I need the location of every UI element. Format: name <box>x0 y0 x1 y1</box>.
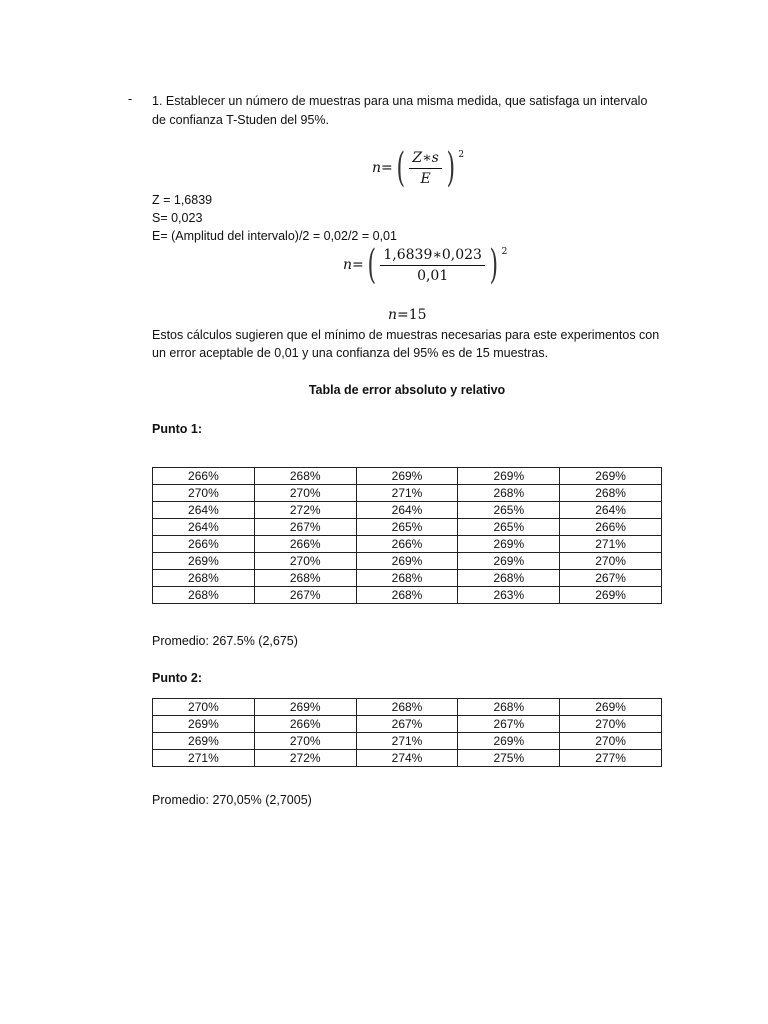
table-cell: 268% <box>356 699 458 716</box>
table-row <box>153 699 662 716</box>
table-cell: 266% <box>560 519 662 536</box>
punto-2-average: Promedio: 270,05% (2,7005) <box>152 793 312 807</box>
table-cell: 264% <box>560 502 662 519</box>
table-cell: 270% <box>153 485 255 502</box>
table-cell: 269% <box>560 468 662 485</box>
formula-equals: = <box>381 160 393 176</box>
table-cell: 269% <box>356 468 458 485</box>
table-cell: 268% <box>356 570 458 587</box>
table-cell: 267% <box>254 587 356 604</box>
table-row <box>153 716 662 733</box>
table-row <box>153 733 662 750</box>
punto-1-average: Promedio: 267.5% (2,675) <box>152 634 298 648</box>
conclusion-paragraph <box>152 326 672 362</box>
table-cell: 269% <box>458 468 560 485</box>
table-cell: 275% <box>458 750 560 767</box>
result-equals: = <box>397 307 409 323</box>
table-row <box>153 750 662 767</box>
table-cell: 269% <box>458 733 560 750</box>
table-cell: 270% <box>254 733 356 750</box>
formula2-equals: = <box>352 257 364 273</box>
item-line-1: 1. Establecer un número de muestras para una misma medida, que satisfaga un intervalo <box>152 94 648 108</box>
substituted-formula <box>343 242 508 288</box>
table-cell: 266% <box>254 536 356 553</box>
table-cell: 268% <box>560 485 662 502</box>
table-row <box>153 587 662 604</box>
table-row <box>153 502 662 519</box>
result-formula <box>388 307 427 323</box>
table-cell: 266% <box>153 468 255 485</box>
table-cell: 269% <box>153 716 255 733</box>
table-cell: 268% <box>254 468 356 485</box>
table-cell: 265% <box>458 502 560 519</box>
param-e: E= (Amplitud del intervalo)/2 = 0,02/2 = 0,01 <box>152 229 397 243</box>
left-paren: ( <box>396 145 405 191</box>
sample-size-formula <box>372 145 465 191</box>
table-cell: 264% <box>153 519 255 536</box>
punto-1-heading: Punto 1: <box>152 422 202 436</box>
table-cell: 267% <box>254 519 356 536</box>
table-cell: 269% <box>458 553 560 570</box>
table-cell: 269% <box>560 699 662 716</box>
table-cell: 263% <box>458 587 560 604</box>
table-cell: 272% <box>254 750 356 767</box>
table-cell: 277% <box>560 750 662 767</box>
formula2-numerator: 1,6839∗0,023 <box>380 247 485 266</box>
table-row <box>153 536 662 553</box>
table-cell: 266% <box>153 536 255 553</box>
formula2-denominator: 0,01 <box>417 267 449 284</box>
table-cell: 266% <box>356 536 458 553</box>
table-cell: 268% <box>458 699 560 716</box>
table-row <box>153 468 662 485</box>
table-cell: 269% <box>560 587 662 604</box>
result-value: 15 <box>408 307 427 323</box>
table-cell: 269% <box>356 553 458 570</box>
right-paren: ) <box>489 242 499 288</box>
table-cell: 266% <box>254 716 356 733</box>
conclusion-line-2: un error aceptable de 0,01 y una confianza del 95% es de 15 muestras. <box>152 346 549 360</box>
table-cell: 268% <box>153 587 255 604</box>
punto-2-heading: Punto 2: <box>152 671 202 685</box>
right-paren: ) <box>446 145 455 191</box>
table-cell: 267% <box>560 570 662 587</box>
table-cell: 270% <box>254 485 356 502</box>
table-cell: 271% <box>153 750 255 767</box>
table-cell: 268% <box>356 587 458 604</box>
table-cell: 274% <box>356 750 458 767</box>
item-line-2: de confianza T-Studen del 95%. <box>152 113 329 127</box>
table-cell: 264% <box>153 502 255 519</box>
table-row <box>153 519 662 536</box>
table-cell: 269% <box>458 536 560 553</box>
table-cell: 270% <box>153 699 255 716</box>
table-cell: 269% <box>254 699 356 716</box>
table-cell: 268% <box>458 570 560 587</box>
formula-lhs: n <box>372 160 382 176</box>
table-row <box>153 485 662 502</box>
formula-exponent: 2 <box>458 150 465 160</box>
list-item-text <box>152 92 672 130</box>
param-z: Z = 1,6839 <box>152 193 213 207</box>
list-bullet: - <box>128 92 133 106</box>
table-cell: 269% <box>153 553 255 570</box>
table-cell: 268% <box>458 485 560 502</box>
param-s: S= 0,023 <box>152 211 203 225</box>
formula2-lhs: n <box>343 257 353 273</box>
table-cell: 272% <box>254 502 356 519</box>
result-lhs: n <box>388 307 398 323</box>
table-cell: 271% <box>356 485 458 502</box>
table-cell: 271% <box>356 733 458 750</box>
left-paren: ( <box>367 242 376 288</box>
table-row <box>153 570 662 587</box>
formula2-exponent: 2 <box>501 247 508 257</box>
table-cell: 267% <box>356 716 458 733</box>
table-cell: 270% <box>254 553 356 570</box>
table-cell: 271% <box>560 536 662 553</box>
table-cell: 270% <box>560 733 662 750</box>
table-cell: 269% <box>153 733 255 750</box>
table-cell: 270% <box>560 553 662 570</box>
formula2-fraction <box>380 247 485 284</box>
table-cell: 270% <box>560 716 662 733</box>
table-cell: 268% <box>153 570 255 587</box>
formula-fraction <box>409 150 441 187</box>
formula-denominator: E <box>420 170 431 187</box>
table-cell: 267% <box>458 716 560 733</box>
table-cell: 264% <box>356 502 458 519</box>
table-cell: 265% <box>458 519 560 536</box>
table-title: Tabla de error absoluto y relativo <box>308 383 506 397</box>
table-cell: 268% <box>254 570 356 587</box>
conclusion-line-1: Estos cálculos sugieren que el mínimo de muestras necesarias para este experimentos con <box>152 328 660 342</box>
punto-2-table <box>152 698 662 767</box>
punto-1-table <box>152 467 662 604</box>
table-row <box>153 553 662 570</box>
table-cell: 265% <box>356 519 458 536</box>
formula-numerator: Z∗s <box>409 150 441 169</box>
